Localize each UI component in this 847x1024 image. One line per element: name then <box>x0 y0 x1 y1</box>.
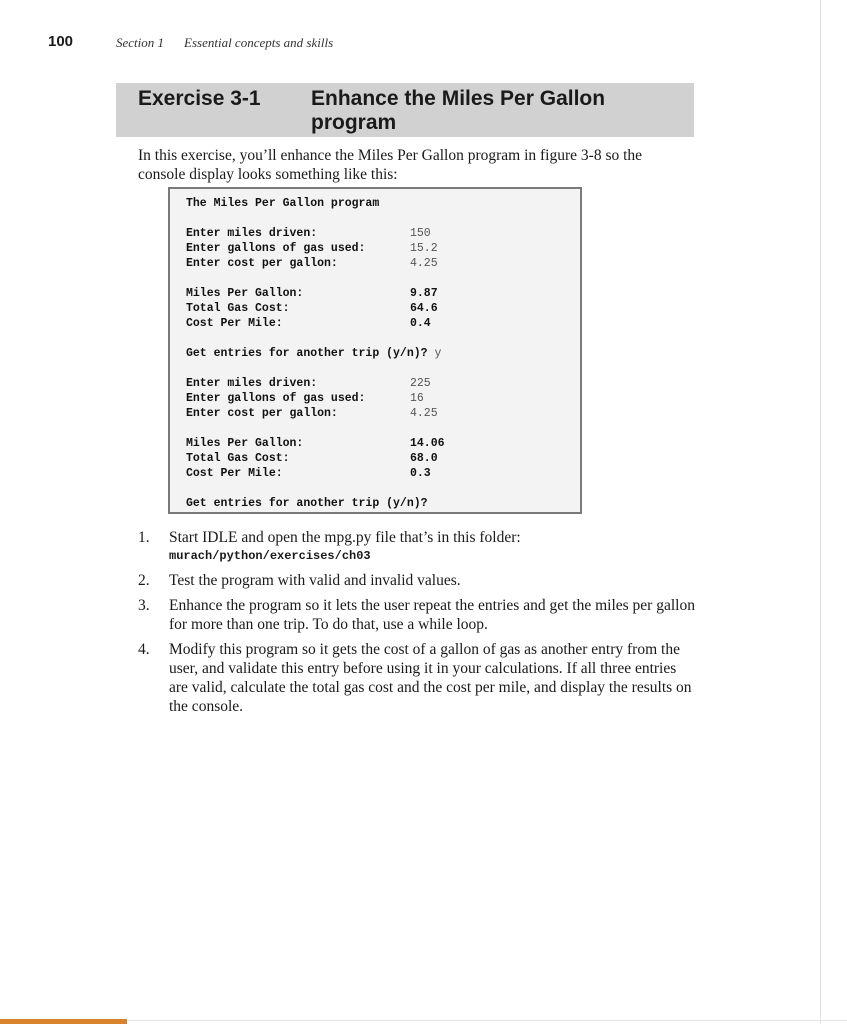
console-line <box>186 436 566 451</box>
intro-paragraph: In this exercise, you’ll enhance the Miles Per Gallon program in figure 3-8 so the console display looks something like this: <box>138 147 643 183</box>
console-label: Enter cost per gallon: <box>186 407 338 420</box>
console-line <box>186 316 566 331</box>
section-title: Essential concepts and skills <box>184 35 334 50</box>
bottom-accent-bar <box>0 1019 127 1024</box>
step-number: 4. <box>138 641 150 658</box>
console-line <box>186 301 566 316</box>
console-label: Cost Per Mile: <box>186 467 283 480</box>
console-line <box>186 226 566 241</box>
console-input-value: 15.2 <box>410 242 438 255</box>
console-result-value: 9.87 <box>410 287 438 300</box>
console-result-value: 0.4 <box>410 317 431 330</box>
console-prompt-answer: y <box>434 347 442 360</box>
page-edge-rule <box>820 0 821 1024</box>
page-number: 100 <box>48 33 74 50</box>
console-label: Miles Per Gallon: <box>186 287 304 300</box>
page-bottom-rule <box>0 1020 847 1021</box>
console-line <box>186 376 566 391</box>
console-line <box>186 466 566 481</box>
console-label: Cost Per Mile: <box>186 317 283 330</box>
console-label: Miles Per Gallon: <box>186 437 304 450</box>
console-output-figure <box>168 187 582 514</box>
console-label: Enter gallons of gas used: <box>186 242 366 255</box>
step-text: Start IDLE and open the mpg.py file that’s in this folder: <box>169 529 521 546</box>
step-item <box>138 640 698 716</box>
console-result-value: 64.6 <box>410 302 438 315</box>
console-label: Enter gallons of gas used: <box>186 392 366 405</box>
console-label: Enter miles driven: <box>186 227 318 240</box>
step-number: 2. <box>138 572 150 589</box>
console-line <box>186 391 566 406</box>
step-item <box>138 596 698 634</box>
step-number: 3. <box>138 597 150 614</box>
running-head <box>116 35 333 51</box>
console-result-value: 14.06 <box>410 437 445 450</box>
console-title: The Miles Per Gallon program <box>186 197 380 210</box>
console-prompt: Get entries for another trip (y/n)? <box>186 347 428 360</box>
step-item <box>138 571 698 590</box>
console-line <box>186 451 566 466</box>
section-label: Section 1 <box>116 35 165 50</box>
exercise-banner <box>116 83 694 137</box>
step-item <box>138 528 698 565</box>
console-label: Total Gas Cost: <box>186 452 290 465</box>
console-input-value: 225 <box>410 377 431 390</box>
console-input-value: 4.25 <box>410 257 438 270</box>
console-result-value: 68.0 <box>410 452 438 465</box>
console-line <box>186 286 566 301</box>
console-input-value: 150 <box>410 227 431 240</box>
console-input-value: 4.25 <box>410 407 438 420</box>
folder-path: murach/python/exercises/ch03 <box>169 549 371 563</box>
step-number: 1. <box>138 529 150 546</box>
step-text: Modify this program so it gets the cost of a gallon of gas as another entry from the user, and validate this entry before using it in your calculations. If all three entries are valid, calculate the total gas cost and the cost per mile, and display the results on the console. <box>169 641 692 715</box>
console-line <box>186 256 566 271</box>
console-label: Total Gas Cost: <box>186 302 290 315</box>
step-text: Test the program with valid and invalid values. <box>169 572 461 589</box>
console-line <box>186 406 566 421</box>
console-final-prompt: Get entries for another trip (y/n)? <box>186 497 428 510</box>
exercise-number: Exercise 3-1 <box>138 87 261 110</box>
console-result-value: 0.3 <box>410 467 431 480</box>
exercise-steps <box>138 528 698 722</box>
console-line <box>186 241 566 256</box>
console-label: Enter miles driven: <box>186 377 318 390</box>
exercise-title: Enhance the Miles Per Gallon program <box>311 87 606 134</box>
console-input-value: 16 <box>410 392 424 405</box>
console-label: Enter cost per gallon: <box>186 257 338 270</box>
console-line <box>186 496 566 511</box>
step-text: Enhance the program so it lets the user repeat the entries and get the miles per gallon for more than one trip. To do that, use a while loop. <box>169 597 695 633</box>
console-line <box>186 346 566 361</box>
